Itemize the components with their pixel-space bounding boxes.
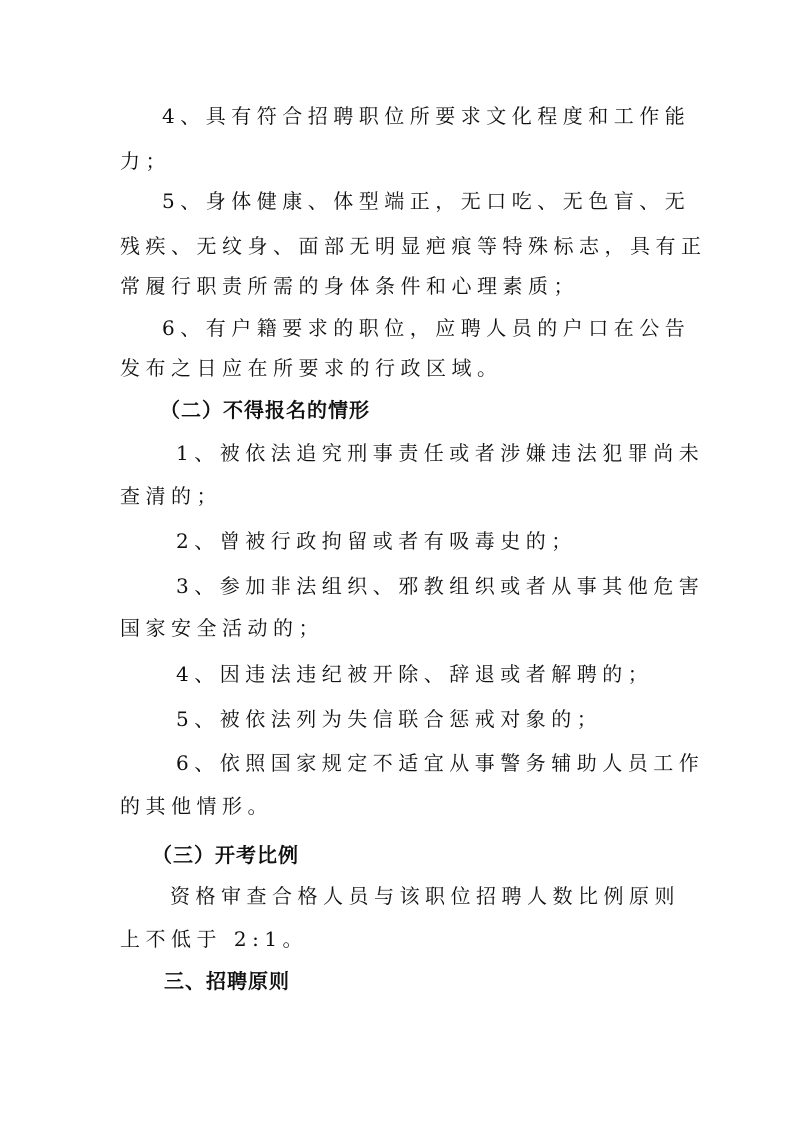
ratio-text-line-1: 资格审查合格人员与该职位招聘人数比例原则 — [170, 884, 680, 908]
prohibited-heading: （二）不得报名的情形 — [160, 398, 370, 422]
prohibited-item-5: 5、被依法列为失信联合惩戒对象的； — [176, 707, 603, 731]
requirement-5-line-1: 5、身体健康、体型端正，无口吃、无色盲、无 — [162, 189, 691, 213]
requirement-4-line-1: 4、具有符合招聘职位所要求文化程度和工作能 — [162, 104, 691, 128]
prohibited-item-6-line-1: 6、依照国家规定不适宜从事警务辅助人员工作 — [176, 751, 705, 775]
prohibited-item-1-line-2: 查清的； — [120, 484, 222, 508]
prohibited-item-3-line-2: 国家安全活动的； — [120, 616, 324, 640]
requirement-6-line-2: 发布之日应在所要求的行政区域。 — [120, 356, 503, 380]
requirement-5-line-2: 残疾、无纹身、面部无明显疤痕等特殊标志，具有正 — [120, 234, 707, 258]
prohibited-item-3-line-1: 3、参加非法组织、邪教组织或者从事其他危害 — [176, 574, 705, 598]
section-three-heading: 三、招聘原则 — [164, 969, 290, 993]
prohibited-item-6-line-2: 的其他情形。 — [120, 794, 273, 818]
requirement-4-line-2: 力； — [120, 149, 171, 173]
ratio-text-line-2: 上不低于 2:1。 — [120, 927, 309, 951]
prohibited-item-1-line-1: 1、被依法追究刑事责任或者涉嫌违法犯罪尚未 — [176, 441, 705, 465]
requirement-6-line-1: 6、有户籍要求的职位，应聘人员的户口在公告 — [162, 316, 691, 340]
requirement-5-line-3: 常履行职责所需的身体条件和心理素质； — [120, 274, 579, 298]
ratio-heading: （三）开考比例 — [152, 843, 299, 867]
prohibited-item-2: 2、曾被行政拘留或者有吸毒史的； — [176, 529, 577, 553]
prohibited-item-4: 4、因违法违纪被开除、辞退或者解聘的； — [176, 662, 654, 686]
